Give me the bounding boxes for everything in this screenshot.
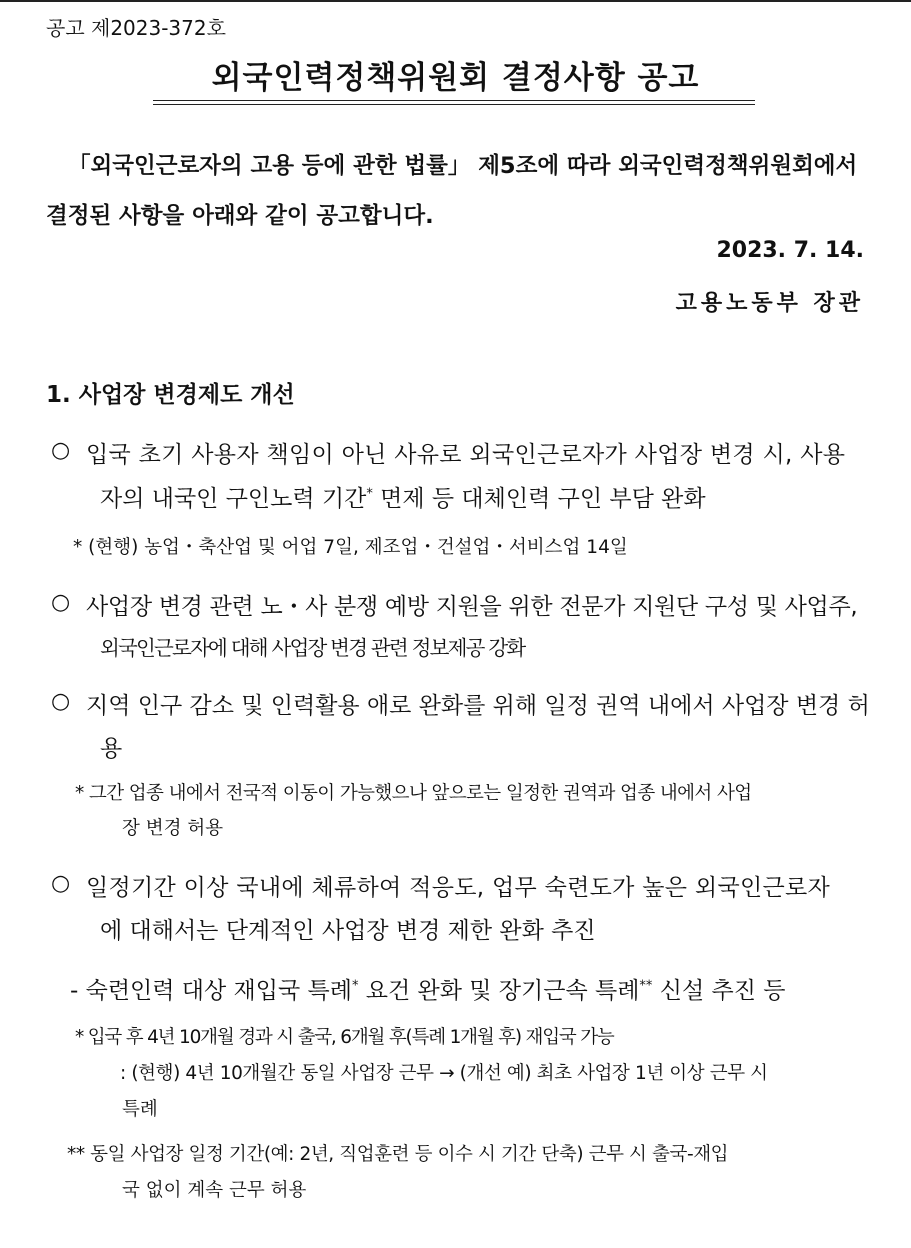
item-2-line-2: 외국인근로자에 대해 사업장 변경 관련 정보제공 강화 [100,636,525,660]
notice-date: 2023. 7. 14. [716,238,864,263]
item-4-footnote-1-line-2: : (현행) 4년 10개월간 동일 사업장 근무 → (개선 예) 최초 사업장 1년 이상 근무 시 [120,1063,768,1084]
item-1-line-2: 자의 내국인 구인노력 기간* 면제 등 대체인력 구인 부담 완화 [100,486,706,512]
item-1-line-1: 입국 초기 사용자 책임이 아닌 사유로 외국인근로자가 사업장 변경 시, 사용 [86,442,846,468]
bullet-circle: ○ [51,689,71,714]
section-title: 1. 사업장 변경제도 개선 [46,382,295,408]
issuer: 고용노동부 장관 [675,291,864,316]
item-1-footnote: * (현행) 농업・축산업 및 어업 7일, 제조업・건설업・서비스업 14일 [73,537,628,558]
item-4-footnote-1-line-3: 특례 [122,1099,158,1120]
page-title: 외국인력정책위원회 결정사항 공고 [211,60,700,96]
item-2-line-1: 사업장 변경 관련 노・사 분쟁 예방 지원을 위한 전문가 지원단 구성 및 사업주, [86,594,858,620]
bullet-circle: ○ [51,590,71,615]
title-underline [153,100,755,105]
item-3-footnote-line-2: 장 변경 허용 [122,818,224,839]
top-border [0,0,911,2]
intro-paragraph: 「외국인근로자의 고용 등에 관한 법률」 제5조에 따라 외국인력정책위원회에서 결정된 사항을 아래와 같이 공고합니다. [46,153,858,229]
item-4-line-1: 일정기간 이상 국내에 체류하여 적응도, 업무 숙련도가 높은 외국인근로자 [86,875,831,901]
bullet-circle: ○ [51,871,71,896]
notice-number: 공고 제2023-372호 [46,16,226,40]
item-4-line-2: 에 대해서는 단계적인 사업장 변경 제한 완화 추진 [100,918,596,944]
item-3-line-2: 용 [100,736,123,762]
item-4-footnote-2-line-2: 국 없이 계속 근무 허용 [122,1180,307,1201]
item-3-footnote-line-1: * 그간 업종 내에서 전국적 이동이 가능했으나 앞으로는 일정한 권역과 업종 내에서 사업 [75,783,752,804]
item-4-subitem: - 숙련인력 대상 재입국 특례* 요건 완화 및 장기근속 특례** 신설 추진 등 [70,978,786,1004]
item-4-footnote-2-line-1: ** 동일 사업장 일정 기간(예: 2년, 직업훈련 등 이수 시 기간 단축) 근무 시 출국-재입 [67,1144,729,1165]
item-4-footnote-1-line-1: * 입국 후 4년 10개월 경과 시 출국, 6개월 후(특례 1개월 후) 재입국 가능 [75,1027,614,1048]
item-3-line-1: 지역 인구 감소 및 인력활용 애로 완화를 위해 일정 권역 내에서 사업장 변경 허 [86,693,870,719]
bullet-circle: ○ [51,438,71,463]
